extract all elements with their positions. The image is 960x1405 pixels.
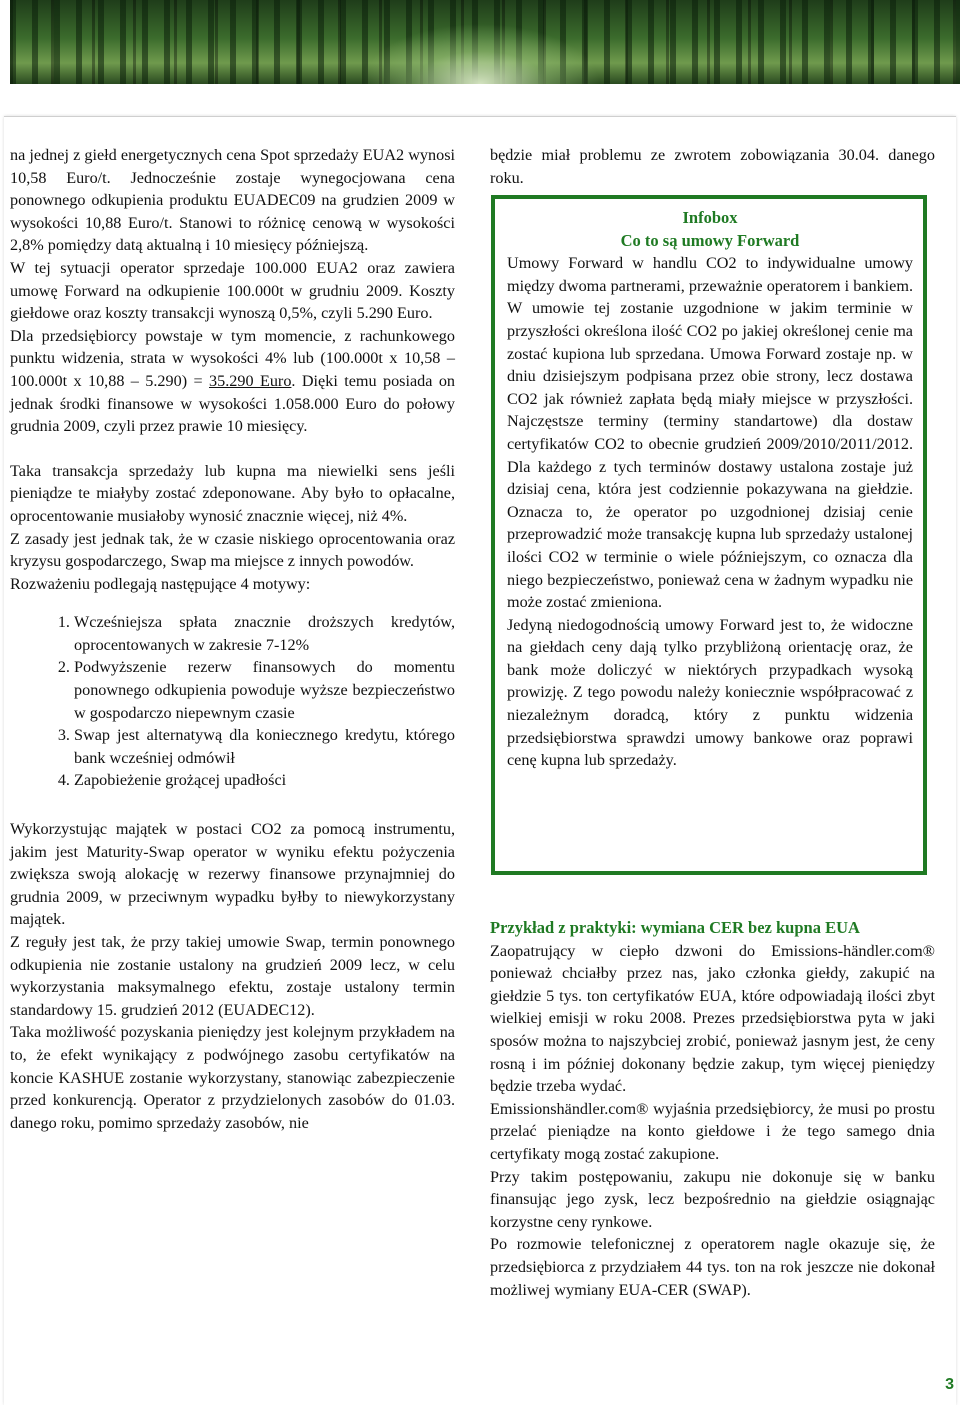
right-column bbox=[490, 144, 935, 189]
paragraph: będzie miał problemu ze zwrotem zobowiązania 30.04. danego roku. bbox=[490, 146, 935, 187]
paragraph: Przy takim postępowaniu, zakupu nie dokonuje się w banku finansując jego zysk, lecz bezpośrednio na giełdzie osiągnając korzystne ceny rynkowe. bbox=[490, 1167, 935, 1231]
list-item: 3. Swap jest alternatywą dla koniecznego kredytu, którego bank wcześniej odmówił bbox=[74, 724, 455, 769]
text-span: Dla przedsiębiorcy powstaje w tym momencie, z rachunkowego punktu widzenia, strata w wysokości 4% lub (100.000t x 10,58 – 100.000t x 10,88 – 5.290) = bbox=[10, 326, 455, 390]
infobox-title: Infobox bbox=[682, 208, 738, 227]
paragraph bbox=[10, 325, 455, 438]
list-item: 2. Podwyższenie rezerw finansowych do momentu ponownego odkupienia powoduje wyższe bezpieczeństwo w gospodarczo niepewnym czasie bbox=[74, 656, 455, 724]
text-span: . Dięki temu posiada on jednak środki finansowe w wysokości 1.058.000 Euro do połowy grudnia 2009, czyli przez prawie 10 miesięcy. bbox=[10, 371, 456, 436]
paragraph: Rozważeniu podlegają następujące 4 motywy: bbox=[10, 574, 311, 593]
list-item: 1. Wcześniejsza spłata znacznie droższych kredytów, oprocentowanych w zakresie 7-12% bbox=[74, 611, 455, 656]
underlined-amount: 35.290 Euro bbox=[209, 371, 292, 390]
infobox-paragraph: Umowy Forward w handlu CO2 to indywidualne umowy między dwoma partnerami, przeważnie operatorem i bankiem. W umowie tej zostanie uzgodnione w jakim terminie w przyszłości określona ilość CO2 po jakiej określonej cenie ma zostać kupiona lub sprzedana. Umowa Forward zostaje np. w dniu dzisiejszym podpisana przez obie strony, lecz dostawa CO2 jak również zapłata będą miały miejsce w przyszłości. Najczęstsze terminy (terminy standartowe) dla dostaw certyfikatów CO2 to obecnie grudzień 2009/2010/2011/2012. Dla każdego z tych terminów dostawy ustalona zostaje już dzisiaj cena, która jest codziennie pokazywana na giełdzie. Oznacza to, że operator po uzgodnionej dzisiaj cenie przeprowadzić może transakcję kupna lub sprzedaży ustalonej ilości CO2 w terminie o wiele późniejszym, co oznacza dla niego bezpieczeństwo, ponieważ cena w żadnym wypadku nie może zostać zmieniona. bbox=[507, 254, 913, 612]
list-item: 4. Zapobieżenie grożącej upadłości bbox=[74, 769, 455, 792]
paragraph: Wykorzystując majątek w postaci CO2 za pomocą instrumentu, jakim jest Maturity-Swap operator w wyniku efektu pożyczenia zwiększa swoją alokację w rezerwy finansowe przynajmniej do grudnia 2009, w przeciwnym wypadku byłby to niewykorzystany majątek. bbox=[10, 820, 455, 929]
infobox bbox=[491, 195, 927, 875]
paragraph: Taka transakcja sprzedaży lub kupna ma niewielki sens jeśli pieniądze te miałyby zostać zdeponowane. Aby było to opłacalne, oprocentowanie musiałoby wynosić znacznie więcej, niż 4%. bbox=[10, 461, 455, 525]
example-heading: Przykład z praktyki: wymiana CER bez kupna EUA bbox=[490, 918, 860, 937]
paragraph: na jednej z giełd energetycznych cena Spot sprzedaży EUA2 wynosi 10,58 Euro/t. Jednocześnie zostaje wynegocjowana cena ponownego odkupienia produktu EUADEC09 na grudzien 2009 w wysokości 10,88 Euro/t. Stanowi to różnicę cenową w wysokości 2,8% pomiędzy datą aktualną i 10 miesięcy późniejszą. bbox=[10, 146, 455, 255]
example-section bbox=[490, 917, 935, 1301]
paragraph: Po rozmowie telefonicznej z operatorem nagle okazuje się, że przedsiębiorca z przydziałem 44 tys. ton na rok jeszcze nie dokonał możliwej wymiany EUA-CER (SWAP). bbox=[490, 1235, 935, 1299]
paragraph: Z reguły jest tak, że przy takiej umowie Swap, termin ponownego odkupienia nie zostanie ustalony na grudzień 2009 lecz, w celu wykorzystania maksymalnego efektu, zostaje ustalony termin standardowy 15. grudzień 2012 (EUADEC12). bbox=[10, 933, 455, 1019]
paragraph: Taka możliwość pozyskania pieniędzy jest kolejnym przykładem na to, że efekt wynikający z podwójnego zasobu certyfikatów na koncie KASHUE zostanie wykorzystany, stanowiąc zabezpieczenie przed konkurencją. Operator z przydzielonych zasobów do 01.03. danego roku, pomimo sprzedaży zasobów, nie bbox=[10, 1023, 455, 1132]
paragraph: Zaopatrujący w ciepło dzwoni do Emissions-händler.com® ponieważ chciałby przez nas, jako członka giełdy, zakupić na giełdzie 5 tys. ton certyfikatów EUA, które odpowiadają ilości zbyt wielkiej emisji w roku 2008. Prezes przedsiębiorstwa pyta w jaki sposów można to najszybciej zrobić, ponieważ jasnym jest, że ceny rosną i im później dokonany będzie zakup, tym więcej pieniędzy będzie trzeba wydać. bbox=[490, 941, 935, 1096]
forest-header-image bbox=[10, 0, 960, 84]
page-number: 3 bbox=[945, 1376, 954, 1393]
motives-list bbox=[10, 611, 455, 792]
infobox-subtitle: Co to są umowy Forward bbox=[620, 230, 800, 250]
paragraph: W tej sytuacji operator sprzedaje 100.000 EUA2 oraz zawiera umowę Forward na odkupienie 100.000t w grudniu 2009. Koszty giełdowe oraz koszty transakcji wynoszą 0,5%, czyli 5.290 Euro. bbox=[10, 258, 455, 323]
paragraph: Z zasady jest jednak tak, że w czasie niskiego oprocentowania oraz kryzysu gospodarczego, Swap ma miejsce z innych powodów. bbox=[10, 529, 455, 571]
paragraph: Emissionshändler.com® wyjaśnia przedsiębiorcy, że musi po prostu przelać pieniądze na konto giełdowe i że tego samego dnia certyfikaty mogą zostać zakupione. bbox=[490, 1099, 935, 1163]
left-column bbox=[10, 144, 455, 1134]
infobox-paragraph: Jedyną niedogodnością umowy Forward jest to, że widoczne na giełdach ceny dają tylko przybliżoną orientację oraz, że bank może doliczyć w niektórych przypadkach wysoką prowizję. Z tego powodu należy koniecznie współpracować z niezależnym doradcą, który z punktu widzenia przedsiębiorstwa sprawdzi umowy bankowe oraz poprawi cenę kupna lub sprzedaży. bbox=[507, 615, 913, 770]
